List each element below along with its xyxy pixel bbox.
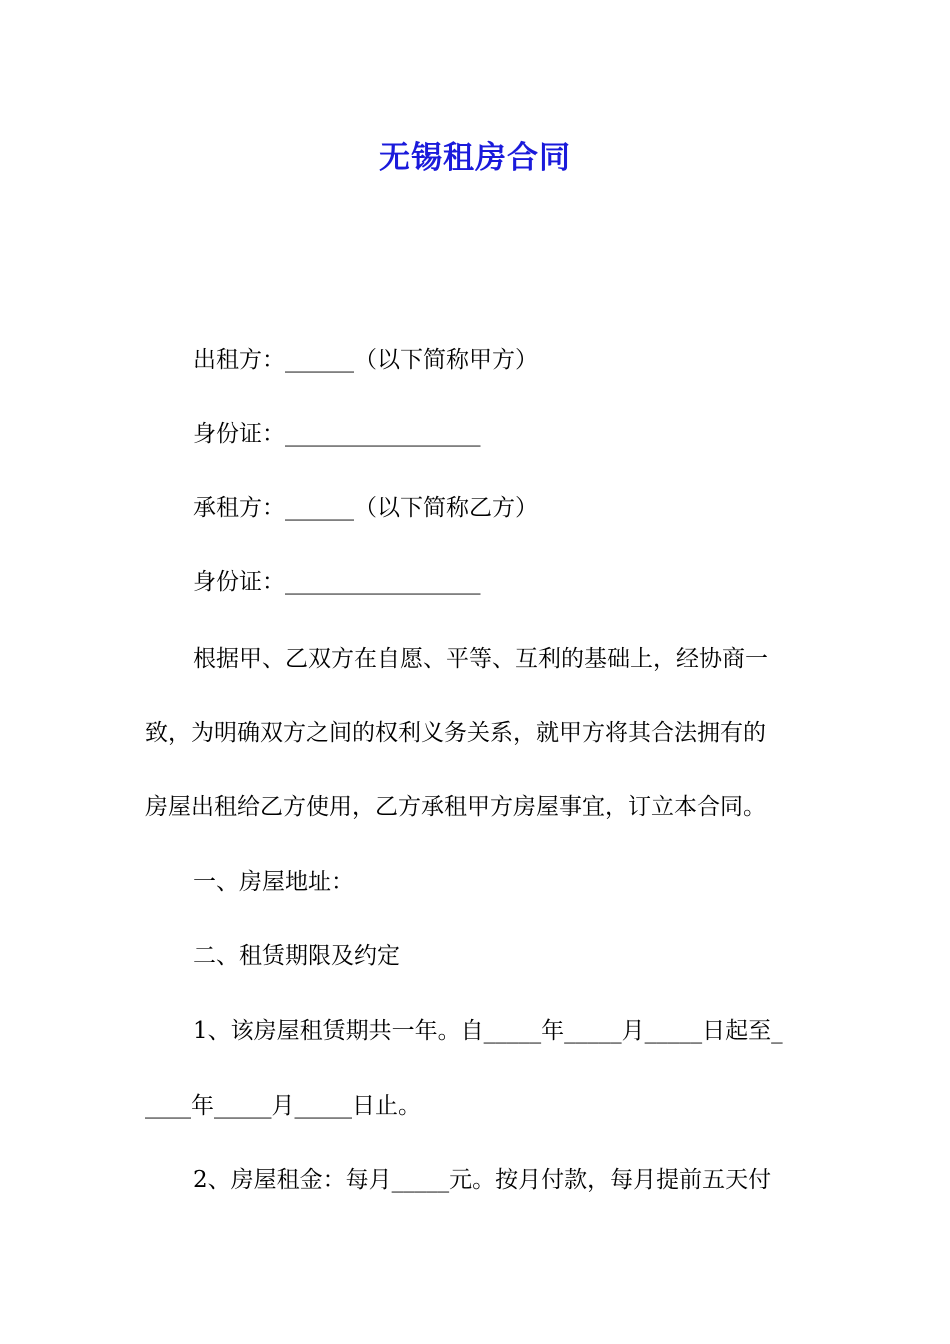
preamble-line-2: 致，为明确双方之间的权利义务关系，就甲方将其合法拥有的: [145, 720, 766, 746]
section-2-heading: 二、租赁期限及约定: [193, 943, 400, 969]
preamble-line-3: 房屋出租给乙方使用，乙方承租甲方房屋事宜，订立本合同。: [145, 794, 766, 820]
lessee-id-line: 身份证：_________________: [193, 569, 481, 595]
document-title: 无锡租房合同: [379, 140, 571, 176]
clause-2-line-1: 2、房屋租金：每月_____元。按月付款，每月提前五天付: [193, 1167, 772, 1193]
preamble-line-1: 根据甲、乙双方在自愿、平等、互利的基础上，经协商一: [193, 646, 768, 672]
section-1-heading: 一、房屋地址：: [193, 869, 354, 895]
lessor-line: 出租方：______（以下简称甲方）: [193, 347, 538, 373]
lessee-line: 承租方：______（以下简称乙方）: [193, 495, 538, 521]
clause-1-line-2: ____年_____月_____日止。: [145, 1093, 421, 1119]
clause-1-line-1: 1、该房屋租赁期共一年。自_____年_____月_____日起至_: [193, 1018, 783, 1044]
lessor-id-line: 身份证：_________________: [193, 421, 481, 447]
